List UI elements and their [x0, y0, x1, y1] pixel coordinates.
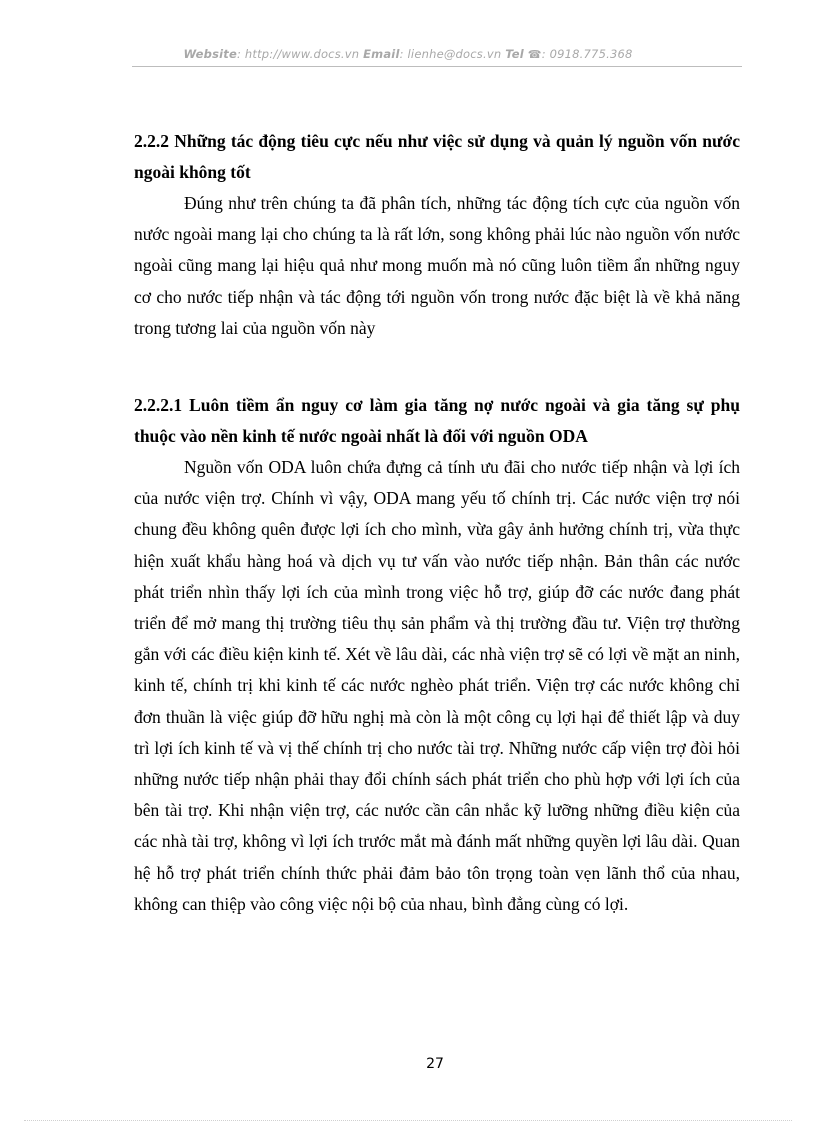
section-spacer [134, 344, 740, 390]
phone-icon: ☎ [527, 48, 542, 61]
website-label: Website [183, 47, 237, 61]
header-divider [132, 66, 742, 67]
email-label: Email [363, 47, 400, 61]
website-value: : http://www.docs.vn [236, 47, 360, 61]
section-heading-2-2-2-1: 2.2.2.1 Luôn tiềm ẩn nguy cơ làm gia tăng nợ nước ngoài và gia tăng sự phụ thuộc vào nền kinh tế nước ngoài nhất là đối với nguồn ODA [134, 395, 740, 447]
bottom-divider [24, 1120, 792, 1121]
section-heading-2-2-2: 2.2.2 Những tác động tiêu cực nếu như việc sử dụng và quản lý nguồn vốn nước ngoài không tốt [134, 131, 740, 182]
tel-value: : 0918.775.368 [541, 47, 633, 61]
section-paragraph-2-2-2: Đúng như trên chúng ta đã phân tích, những tác động tích cực của nguồn vốn nước ngoài mang lại cho chúng ta là rất lớn, song không phải lúc nào nguồn vốn nước ngoài cũng mang lại hiệu quả như mong muốn mà nó cũng luôn tiềm ẩn những nguy cơ cho nước tiếp nhận và tác động tới nguồn vốn trong nước đặc biệt là về khả năng trong tương lai của nguồn vốn này [134, 193, 740, 338]
page-header [0, 47, 816, 61]
email-value: : lienhe@docs.vn [399, 47, 502, 61]
tel-label: Tel [505, 47, 524, 61]
page-number: 27 [426, 1056, 444, 1072]
page-body [134, 126, 740, 920]
section-paragraph-2-2-2-1: Nguồn vốn ODA luôn chứa đựng cả tính ưu đãi cho nước tiếp nhận và lợi ích của nước viện trợ. Chính vì vậy, ODA mang yếu tố chính trị. Các nước viện trợ nói chung đều không quên được lợi ích cho mình, vừa gây ảnh hưởng chính trị, vừa thực hiện xuất khẩu hàng hoá và dịch vụ tư vấn vào nước tiếp nhận. Bản thân các nước phát triển nhìn thấy lợi ích của mình trong việc hỗ trợ, giúp đỡ các nước đang phát triển để mở mang thị trường tiêu thụ sản phẩm và thị trường đầu tư. Viện trợ thường gắn với các điều kiện kinh tế. Xét về lâu dài, các nhà viện trợ sẽ có lợi về mặt an ninh, kinh tế, chính trị khi kinh tế các nước nghèo phát triển. Viện trợ các nước không chỉ đơn thuần là việc giúp đỡ hữu nghị mà còn là một công cụ lợi hại để thiết lập và duy trì lợi ích kinh tế và vị thế chính trị cho nước tài trợ. Những nước cấp viện trợ đòi hỏi những nước tiếp nhận phải thay đổi chính sách phát triển cho phù hợp với lợi ích của bên tài trợ. Khi nhận viện trợ, các nước cần cân nhắc kỹ lưỡng những điều kiện của các nhà tài trợ, không vì lợi ích trước mắt mà đánh mất những quyền lợi lâu dài. Quan hệ hỗ trợ phát triển chính thức phải đảm bảo tôn trọng toàn vẹn lãnh thổ của nhau, không can thiệp vào công việc nội bộ của nhau, bình đẳng cùng có lợi. [134, 457, 740, 914]
